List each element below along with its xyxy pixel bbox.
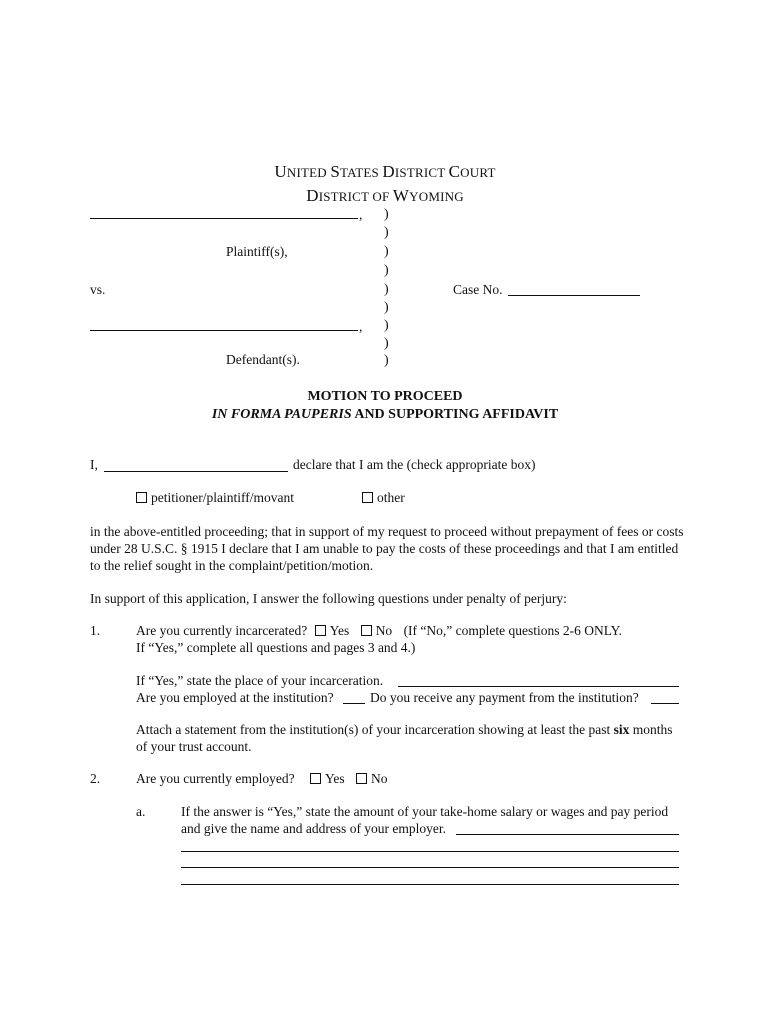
q1-yes: Yes (329, 623, 350, 638)
checkbox-icon[interactable] (361, 625, 372, 636)
defendant-name-line[interactable] (90, 330, 358, 331)
q1-question: Are you currently incarcerated? Yes No (If “No,” complete questions 2-6 ONLY. (136, 623, 623, 638)
q2-question: Are you currently employed? Yes No (136, 771, 388, 786)
payment-answer-line[interactable] (651, 703, 679, 704)
plaintiff-label: Plaintiff(s), (226, 244, 288, 259)
caption-paren: ) (384, 318, 389, 333)
employer-line[interactable] (181, 884, 679, 885)
defendant-label: Defendant(s). (226, 352, 300, 367)
checkbox-icon[interactable] (362, 492, 373, 503)
caption-paren: ) (384, 336, 389, 351)
motion-title-line2: IN FORMA PAUPERIS AND SUPPORTING AFFIDAVIT (211, 407, 559, 422)
caption-paren: ) (384, 207, 389, 222)
q2a-line1: If the answer is “Yes,” state the amount of your take-home salary or wages and pay period (181, 804, 669, 819)
employer-line[interactable] (181, 851, 679, 852)
employer-line[interactable] (456, 834, 679, 835)
plaintiff-name-line[interactable] (90, 218, 358, 219)
employed-answer-line[interactable] (343, 703, 365, 704)
q1-employed: Are you employed at the institution? (136, 690, 334, 705)
checkbox-icon[interactable] (310, 773, 321, 784)
court-title: UNITED STATES DISTRICT COURT (274, 162, 496, 181)
declaration-suffix: declare that I am the (check appropriate box) (293, 457, 536, 472)
declarant-name-line[interactable] (104, 471, 288, 472)
employer-line[interactable] (181, 867, 679, 868)
vs-label: vs. (90, 282, 106, 297)
q2a-label: a. (136, 804, 146, 819)
q2a-line2: and give the name and address of your employer. (181, 821, 447, 836)
declaration-prefix: I, (90, 457, 98, 472)
q2-no: No (370, 771, 388, 786)
paragraph1-line2: under 28 U.S.C. § 1915 I declare that I am unable to pay the costs of these proceedings and that I am entitled (90, 541, 679, 556)
caption-comma: , (359, 319, 363, 334)
case-no-line[interactable] (508, 295, 640, 296)
option-other[interactable]: other (362, 490, 405, 506)
q1-attach-line2: of your trust account. (136, 739, 252, 754)
q1-note1: (If “No,” complete questions 2-6 ONLY. (403, 623, 623, 638)
q2-number: 2. (90, 771, 101, 786)
checkbox-icon[interactable] (356, 773, 367, 784)
caption-paren: ) (384, 225, 389, 240)
option-petitioner[interactable]: petitioner/plaintiff/movant (136, 490, 294, 506)
q1-number: 1. (90, 623, 101, 638)
caption-comma: , (359, 207, 363, 222)
caption-paren: ) (384, 244, 389, 259)
district-title: DISTRICT OF WYOMING (306, 186, 464, 205)
caption-paren: ) (384, 300, 389, 315)
caption-paren: ) (384, 263, 389, 278)
caption-paren: ) (384, 282, 389, 297)
q2-yes: Yes (324, 771, 345, 786)
case-no-label: Case No. (453, 282, 503, 297)
q1-note2: If “Yes,” complete all questions and pages 3 and 4.) (136, 640, 416, 655)
paragraph1-line3: to the relief sought in the complaint/petition/motion. (90, 558, 374, 573)
incarceration-place-line[interactable] (398, 686, 679, 687)
q1-attach: Attach a statement from the institution(s) of your incarceration showing at least the past six months (136, 722, 673, 737)
q1-payment: Do you receive any payment from the institution? (370, 690, 639, 705)
q1-place: If “Yes,” state the place of your incarceration. (136, 673, 384, 688)
paragraph2: In support of this application, I answer the following questions under penalty of perjury: (90, 591, 567, 606)
paragraph1-line1: in the above-entitled proceeding; that in support of my request to proceed without prepayment of fees or costs (90, 524, 684, 539)
checkbox-icon[interactable] (136, 492, 147, 503)
q1-no: No (375, 623, 393, 638)
caption-paren: ) (384, 353, 389, 368)
checkbox-icon[interactable] (315, 625, 326, 636)
motion-title-line1: MOTION TO PROCEED (307, 389, 463, 404)
